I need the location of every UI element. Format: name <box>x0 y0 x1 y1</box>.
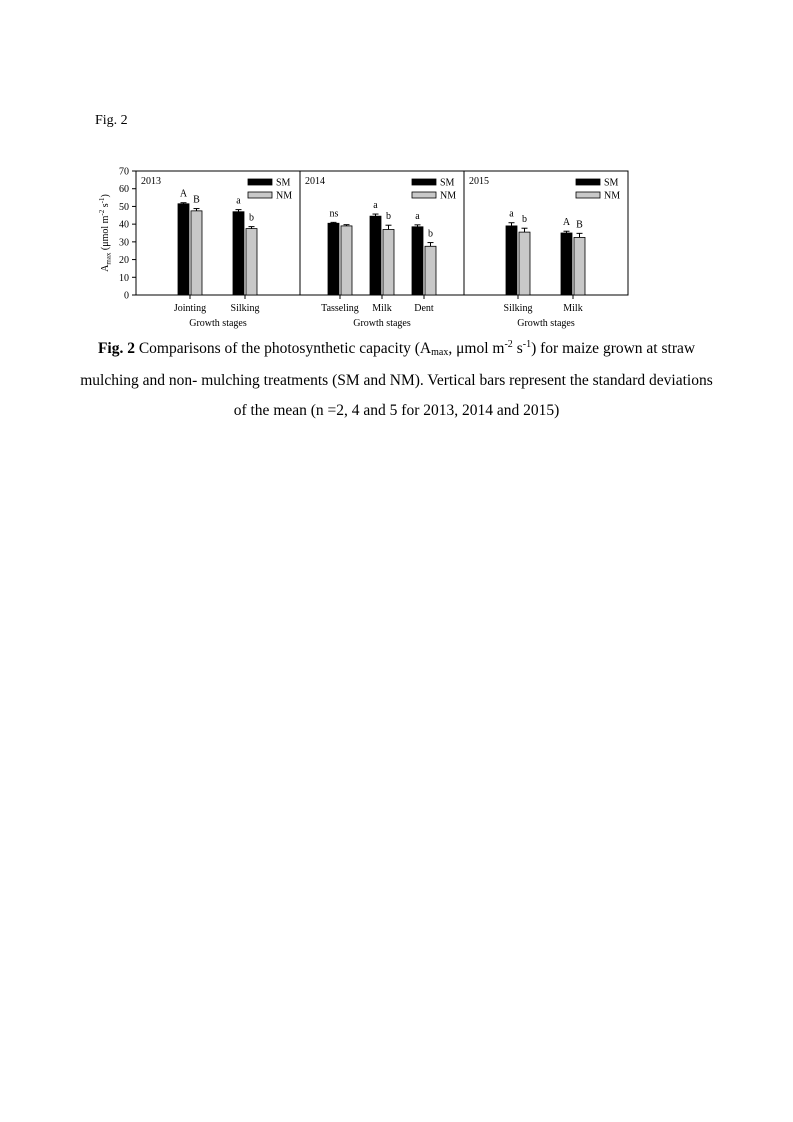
legend-label-nm: NM <box>604 190 621 202</box>
significance-letter: a <box>236 195 241 207</box>
bar-sm-2013-jointing <box>178 204 189 295</box>
bar-nm-2014-dent <box>425 246 436 295</box>
caption-text-4: ) for maize grown at straw mulching and non- mulching treatments (SM and NM). Vertical bars represent the standard deviations of the mean (n =2, 4 and 5 for 2013, 2014 and 2015) <box>80 340 713 419</box>
y-tick-label: 70 <box>119 166 129 178</box>
bar-sm-2014-tasseling <box>328 223 339 295</box>
bar-sm-2015-milk <box>561 233 572 295</box>
x-tick-label: Dent <box>414 303 434 314</box>
bar-nm-2015-silking <box>519 232 530 295</box>
legend-label-nm: NM <box>276 190 293 202</box>
caption-superscript-2: -1 <box>522 339 532 350</box>
figure-caption <box>80 334 713 426</box>
legend-label-nm: NM <box>440 190 457 202</box>
panel-year-label: 2014 <box>305 176 325 187</box>
figure-label: Fig. 2 <box>95 113 128 128</box>
bar-nm-2013-silking <box>246 229 257 295</box>
significance-letter: b <box>249 212 254 224</box>
y-tick-label: 10 <box>119 272 129 284</box>
bar-nm-2014-milk <box>383 229 394 295</box>
x-tick-label: Silking <box>503 303 533 314</box>
y-tick-label: 40 <box>119 219 129 231</box>
bar-chart <box>0 0 793 340</box>
significance-letter: a <box>509 208 514 220</box>
x-tick-label: Milk <box>372 303 392 314</box>
significance-letter: a <box>373 200 378 212</box>
significance-letter: b <box>386 211 391 223</box>
x-tick-label: Milk <box>563 303 583 314</box>
bar-sm-2014-milk <box>370 216 381 295</box>
y-axis-label: $A_{max}$ (μmol $m^{-2}$ $s^{-1}$) <box>98 194 113 272</box>
y-tick-label: 30 <box>119 237 129 249</box>
panel-year-label: 2013 <box>141 176 161 187</box>
bar-nm-2013-jointing <box>191 211 202 295</box>
bar-sm-2013-silking <box>233 212 244 295</box>
significance-letter: b <box>428 228 433 240</box>
legend-swatch-nm <box>576 192 600 198</box>
bar-sm-2015-silking <box>506 226 517 295</box>
significance-letter: b <box>522 214 527 226</box>
legend-swatch-nm <box>412 192 436 198</box>
bar-sm-2014-dent <box>412 227 423 295</box>
legend-label-sm: SM <box>440 177 455 189</box>
legend-swatch-sm <box>248 179 272 185</box>
caption-text-1: Comparisons of the photosynthetic capacity (A <box>134 340 432 357</box>
caption-text-2: , μmol m <box>448 340 505 357</box>
x-tick-label: Silking <box>230 303 260 314</box>
x-tick-label: Jointing <box>173 303 207 314</box>
significance-letter: B <box>193 194 200 206</box>
caption-superscript-1: -2 <box>504 339 513 350</box>
significance-letter: A <box>179 188 188 200</box>
x-axis-label: Growth stages <box>517 318 575 329</box>
significance-letter: a <box>415 210 420 222</box>
significance-letter: ns <box>329 208 339 220</box>
y-tick-label: 50 <box>119 201 129 213</box>
caption-figure-number: Fig. 2 <box>97 340 135 357</box>
caption-subscript: max <box>431 347 449 358</box>
panel-year-label: 2015 <box>469 176 489 187</box>
y-tick-label: 20 <box>119 255 129 267</box>
x-tick-label: Tasseling <box>321 303 359 314</box>
significance-letter: A <box>562 217 571 229</box>
bar-nm-2015-milk <box>574 237 585 295</box>
y-tick-label: 60 <box>119 184 129 196</box>
legend-label-sm: SM <box>276 177 291 189</box>
significance-letter: B <box>576 219 583 231</box>
legend-label-sm: SM <box>604 177 619 189</box>
bar-nm-2014-tasseling <box>341 226 352 295</box>
y-tick-label: 0 <box>124 290 129 302</box>
x-axis-label: Growth stages <box>189 318 247 329</box>
legend-swatch-sm <box>576 179 600 185</box>
legend-swatch-sm <box>412 179 436 185</box>
x-axis-label: Growth stages <box>353 318 411 329</box>
legend-swatch-nm <box>248 192 272 198</box>
caption-text-3: s <box>512 340 523 357</box>
